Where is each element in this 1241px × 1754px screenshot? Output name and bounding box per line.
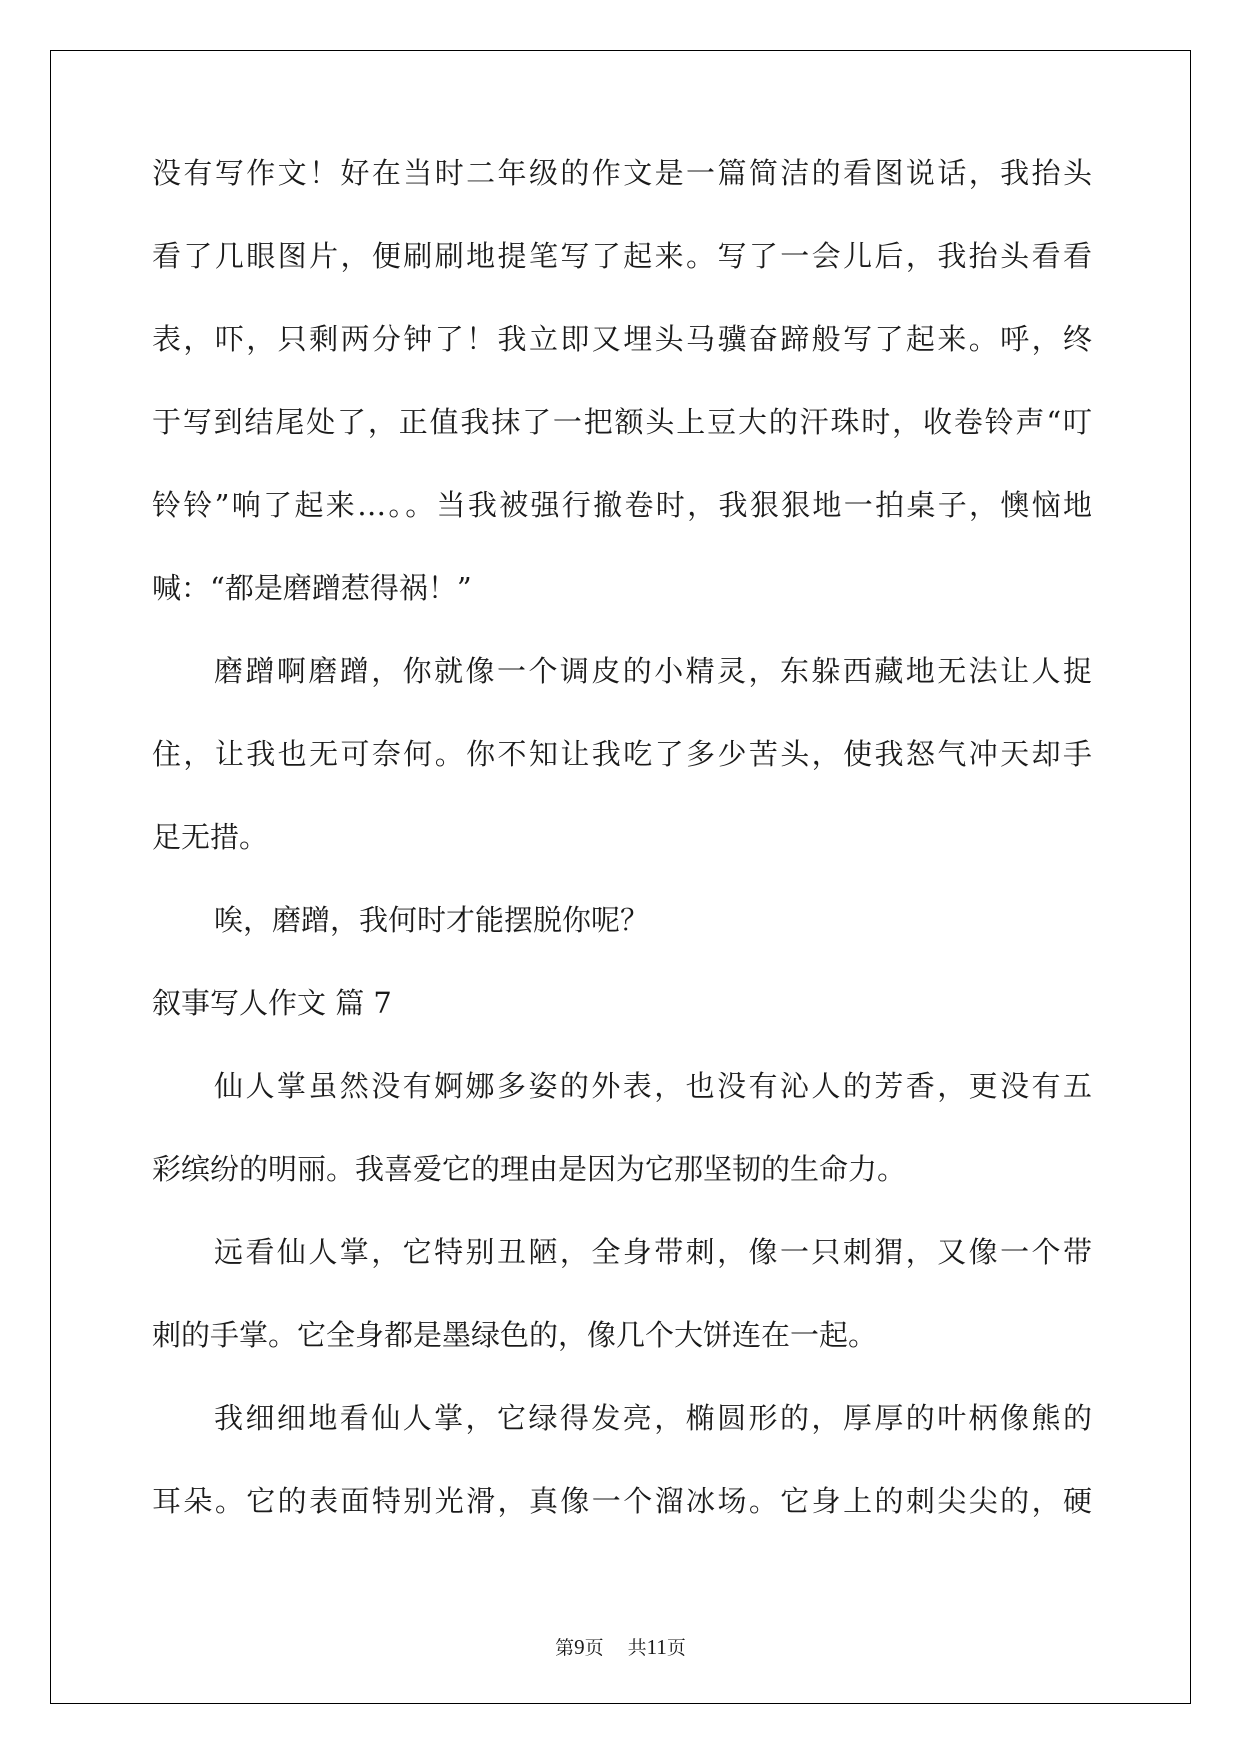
text-line: 铃铃”响了起来…。。当我被强行撤卷时，我狠狠地一拍桌子，懊恼地 — [152, 488, 1092, 522]
text-line: 没有写作文！好在当时二年级的作文是一篇简洁的看图说话，我抬头 — [152, 156, 1092, 190]
text-line: 于写到结尾处了，正值我抹了一把额头上豆大的汗珠时，收卷铃声“叮 — [152, 405, 1092, 439]
text-line: 刺的手掌。它全身都是墨绿色的，像几个大饼连在一起。 — [152, 1318, 878, 1352]
document-body — [152, 158, 1092, 1569]
text-line: 彩缤纷的明丽。我喜爱它的理由是因为它那坚韧的生命力。 — [152, 1152, 907, 1186]
page-prefix: 第 — [555, 1637, 575, 1659]
paragraph-first-line: 唉，磨蹭，我何时才能摆脱你呢？ — [214, 903, 650, 937]
text-line: 喊：“都是磨蹭惹得祸！” — [152, 571, 472, 605]
section-heading: 叙事写人作文 篇 7 — [152, 986, 392, 1020]
total-suffix: 页 — [666, 1637, 686, 1659]
page-number: 9 — [574, 1635, 585, 1659]
paragraph-first-line: 仙人掌虽然没有婀娜多姿的外表，也没有沁人的芳香，更没有五 — [214, 1069, 1092, 1103]
text-line: 看了几眼图片，便刷刷地提笔写了起来。写了一会儿后，我抬头看看 — [152, 239, 1092, 273]
page-suffix: 页 — [584, 1637, 604, 1659]
text-line: 表，吓，只剩两分钟了！我立即又埋头马骥奋蹄般写了起来。呼，终 — [152, 322, 1092, 356]
paragraph-first-line: 我细细地看仙人掌，它绿得发亮，椭圆形的，厚厚的叶柄像熊的 — [214, 1401, 1092, 1435]
text-line: 住，让我也无可奈何。你不知让我吃了多少苦头，使我怒气冲天却手 — [152, 737, 1092, 771]
paragraph-first-line: 磨蹭啊磨蹭，你就像一个调皮的小精灵，东躲西藏地无法让人捉 — [214, 654, 1092, 688]
text-line: 足无措。 — [152, 820, 269, 854]
text-line: 耳朵。它的表面特别光滑，真像一个溜冰场。它身上的刺尖尖的，硬 — [152, 1484, 1092, 1518]
total-prefix: 共 — [627, 1637, 647, 1659]
total-pages: 11 — [646, 1635, 667, 1659]
page-footer — [0, 1636, 1241, 1659]
paragraph-first-line: 远看仙人掌，它特别丑陋，全身带刺，像一只刺猬，又像一个带 — [214, 1235, 1092, 1269]
